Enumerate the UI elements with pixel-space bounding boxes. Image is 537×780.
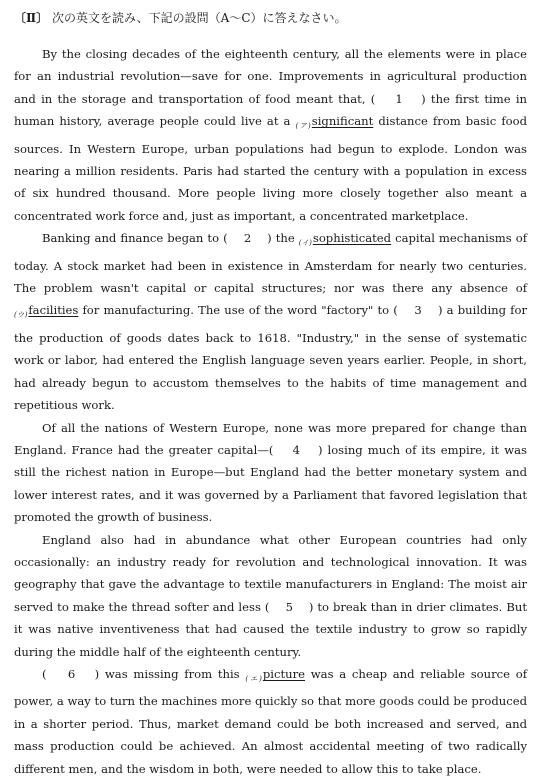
blank-3: ( 3 ) xyxy=(393,303,443,318)
paragraph-5 xyxy=(14,663,527,780)
p1-text-3: distance from basic food sources. In Western Europe, urban populations had begun to explode. London was nearing a million residents. Paris had started the century with a population in excess of six hundred thousand. More people living more closely together also meant a concentrated work force and, just as important, a concentrated marketplace. xyxy=(14,114,527,223)
blank-4: ( 4 ) xyxy=(268,442,323,457)
paragraph-1 xyxy=(14,43,527,227)
blank-6: ( 6 ) xyxy=(42,666,100,681)
p2-text-1: Banking and finance began to xyxy=(42,231,224,246)
blank-1: ( 1 ) xyxy=(370,91,426,106)
blank-2: ( 2 ) xyxy=(223,231,272,246)
p5-text-2: was a cheap and reliable source of power, a way to turn the machines more quickly so that more goods could be produced in a shorter period. Thus, market demand could be both increased and served, and mass production could be achieved. An almost accidental meeting of two radically different men, and the wisdom in both, were needed to allow this to take place. xyxy=(14,666,527,776)
section-instruction: 次の英文を読み、下記の設問（A～C）に答えなさい。 xyxy=(51,11,347,25)
marker-e: (エ) xyxy=(245,674,262,683)
p2-text-3: capital mechanisms of today. A stock market had been in existence in Amsterdam for nearly two centuries. The problem wasn't capital or capital structures; nor was there any absence of xyxy=(14,231,528,296)
p3-text-1: Of all the nations of Western Europe, none was more prepared for change than England. France had the greater capital— xyxy=(14,420,527,457)
paragraph-3 xyxy=(14,417,527,529)
p2-text-4: for manufacturing. The use of the word "factory" to xyxy=(78,303,394,318)
underlined-word-e: picture xyxy=(262,666,306,681)
marker-i: (イ) xyxy=(298,239,312,248)
passage xyxy=(14,43,527,780)
paragraph-2 xyxy=(14,227,527,416)
p4-text-2: to break than in drier climates. But it was native inventiveness that had caused the textile industry to grow so rapidly during the middle half of the eighteenth century. xyxy=(14,599,527,659)
underlined-word-i: sophisticated xyxy=(312,231,392,246)
paragraph-4 xyxy=(14,529,527,663)
marker-a: (ア) xyxy=(295,122,311,131)
blank-5: ( 5 ) xyxy=(264,599,314,614)
p2-text-5: a building for the production of goods dates back to 1618. "Industry," in the sense of systematic work or labor, had entered the English language seven years earlier. People, in short, had already begun to accustom themselves to the habits of time management and repetitious work. xyxy=(14,303,527,413)
p1-text-2: the first time in human history, average people could live at a xyxy=(14,91,527,129)
marker-u: (ウ) xyxy=(14,311,28,320)
p3-text-2: losing much of its empire, it was still the richest nation in Europe—but England had the better monetary system and lower interest rates, and it was governed by a Parliament that favored legislation that promoted the growth of business. xyxy=(14,442,527,525)
p4-text-1: England also had in abundance what other European countries had only occasionally: an industry ready for revolution and technological innovation. It was geography that gave the advantage to textile manufacturers in England: The moist air served to make the thread softer and less xyxy=(14,532,527,614)
p5-text-1: was missing from this xyxy=(99,666,246,681)
section-heading xyxy=(14,9,527,27)
p2-text-2: the xyxy=(271,231,299,246)
p1-text-1: By the closing decades of the eighteenth century, all the elements were in place for an industrial revolution—save for one. Improvements in agricultural production and in the storage and transportation of food meant that, xyxy=(14,47,527,106)
underlined-word-a: significant xyxy=(311,114,374,129)
underlined-word-u: facilities xyxy=(28,303,79,318)
section-number: 〔Ⅱ〕 xyxy=(14,11,49,25)
